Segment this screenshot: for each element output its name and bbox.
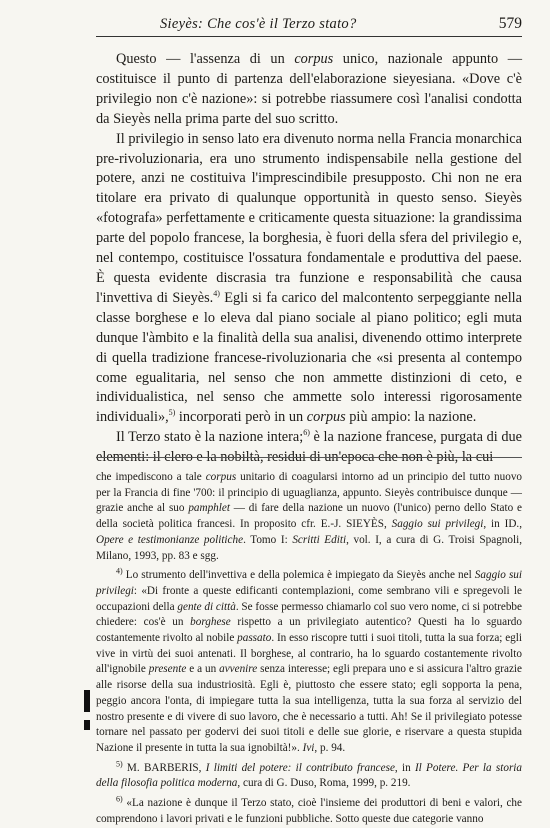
italic-run: corpus [306, 409, 346, 426]
italic-run: Opere e testimonianze politiche [96, 533, 244, 546]
paragraph: Il privilegio in senso lato era divenuto norma nella Francia monarchica pre-rivoluzionaria, era uno strumento indispensabile nella gestione del potere, anzi ne costituiva l'imprescindibile presupposto. Chi non ne era titolare era privato di qualunque opportunità in questo senso. Sieyès «fotografa» perfettamente e criticamente questa situazione: la grandissima parte del popolo francese, la borghesia, è fuori della sfera del privilegio e, nel contempo, costituisce l'ossatura fondamentale e produttiva del paese. È questa evidente discrasia tra funzione e responsabilità che causa l'invettiva di Sieyès.$^{4)}$ Egli si fa carico del malcontento serpeggiante nella classe borghese e lo eleva dal piano sociale al piano politico; egli muta dunque l'àmbito e la finalità della sua analisi, divenendo ottimo interprete di quella tradizione francese-rivoluzionaria che «si presenta al contempo come egualitaria, nel senso che non ammette distinzioni di ceto, e individualistica, nel senso che ammette solo interessi rigorosamente individuali»,$^{5)}$ incorporati però in un corpus più ampio: la nazione. [96, 130, 522, 426]
footnotes [96, 470, 522, 827]
note-ref: 6) [303, 428, 310, 438]
page-number: 579 [498, 15, 522, 32]
main-text [96, 50, 522, 468]
running-head: Sieyès: Che cos'è il Terzo stato? [160, 16, 357, 32]
italic-run: corpus [205, 471, 237, 483]
italic-run: Ivi [302, 741, 315, 754]
note-ref: 5) [116, 758, 123, 768]
italic-run: avvenire [219, 663, 258, 676]
paragraph: Questo — l'assenza di un corpus unico, nazionale appunto — costituisce il punto di partenza dell'elaborazione sieyesiana. «Dove c'è privilegio non c'è nazione»: si potrebbe riassumere così l'analisi condotta da Sieyès nella prima parte del suo scritto. [96, 51, 523, 127]
margin-mark [84, 690, 90, 712]
italic-run: Saggio sui privilegi [391, 518, 484, 531]
footnote: $^{5)}$ M. BARBERIS, I limiti del potere: il contributo francese, in Il Potere. Per la storia della filosofia politica moderna, cura di G. Duso, Roma, 1999, p. 219. [96, 758, 523, 790]
note-ref: 4) [213, 289, 220, 299]
italic-run: corpus [294, 51, 334, 67]
italic-run: presente [148, 663, 187, 676]
italic-run: Il Potere. Per la storia della filosofia politica moderna [96, 761, 523, 790]
footnote-separator [96, 457, 522, 458]
italic-run: Scritti Editi [292, 533, 347, 546]
italic-run: Saggio sui privilegi [96, 569, 522, 597]
page-header [96, 14, 522, 37]
note-ref: 5) [168, 408, 176, 418]
note-ref: 4) [116, 566, 123, 576]
footnote: che impediscono a tale corpus unitario di coagularsi intorno ad un principio del tutto nuovo per la Francia di fine '700: il principio di uguaglianza, appunto. Sieyès contribuisce dunque — grazie anche al suo pamphlet — di fare della nazione un nuovo (l'unico) perno dello Stato e della società politica francesi. In proposito cfr. E.-J. SIEYÈS, Saggio sui privilegi, in ID., Opere e testimonianze politiche. Tomo I: Scritti Editi, vol. I, a cura di G. Troisi Spagnoli, Milano, 1993, pp. 83 e sgg. [96, 471, 523, 562]
footnote: $^{6)}$ «La nazione è dunque il Terzo stato, cioè l'insieme dei produttori di beni e valori, che comprendono i lavori privati e le funzioni pubbliche. Sotto queste due categorie vanno [96, 794, 522, 825]
italic-run: I limiti del potere: il contributo francese [205, 761, 395, 774]
note-ref: 6) [116, 794, 123, 804]
italic-run: borghese [190, 616, 231, 629]
margin-mark [84, 720, 90, 730]
footnote: $^{4)}$ Lo strumento dell'invettiva e della polemica è impiegato da Sieyès anche nel Saggio sui privilegi: «Di fronte a queste edificanti contemplazioni, come sembrano vili e spregevoli le occupazioni della gente di città. Se fosse permesso chiamarlo col suo vero nome, ci si potrebbe chiedere: cos'è un borghese rispetto a un privilegiato autentico? Questi ha lo sguardo costantemente rivolto al nobile passato. In esso riscopre tutti i suoi titoli, tutta la sua forza; egli vive in virtù dei suoi antenati. Il borghese, al contrario, ha lo sguardo costantemente rivolto all'ignobile presente e a un avvenire senza interesse; egli prepara uno e si assicura l'altro grazie alle risorse della sua industriosità. Egli è, piuttosto che essere stato; egli sopporta la pena, peggio ancora l'onta, di impiegare tutta la sua intelligenza, tutta la sua forza al servizio del nostro presente e di vivere di suo lavoro, che è necessario a tutti. Ah! Se il privilegiato potesse tornare nel passato per godervi dei suoi titoli e delle sue glorie, e riservare a questa stupida Nazione il presente in tutta la sua ignobiltà!». Ivi, p. 94. [96, 566, 523, 754]
italic-run: pamphlet [188, 502, 230, 515]
italic-run: gente di città [177, 600, 236, 613]
paragraph: Il Terzo stato è la nazione intera;$^{6)}$ è la nazione francese, purgata di due elementi: il clero e la nobiltà, residui di un'epoca che non è più, la cui [96, 428, 522, 466]
italic-run: passato [237, 632, 272, 645]
